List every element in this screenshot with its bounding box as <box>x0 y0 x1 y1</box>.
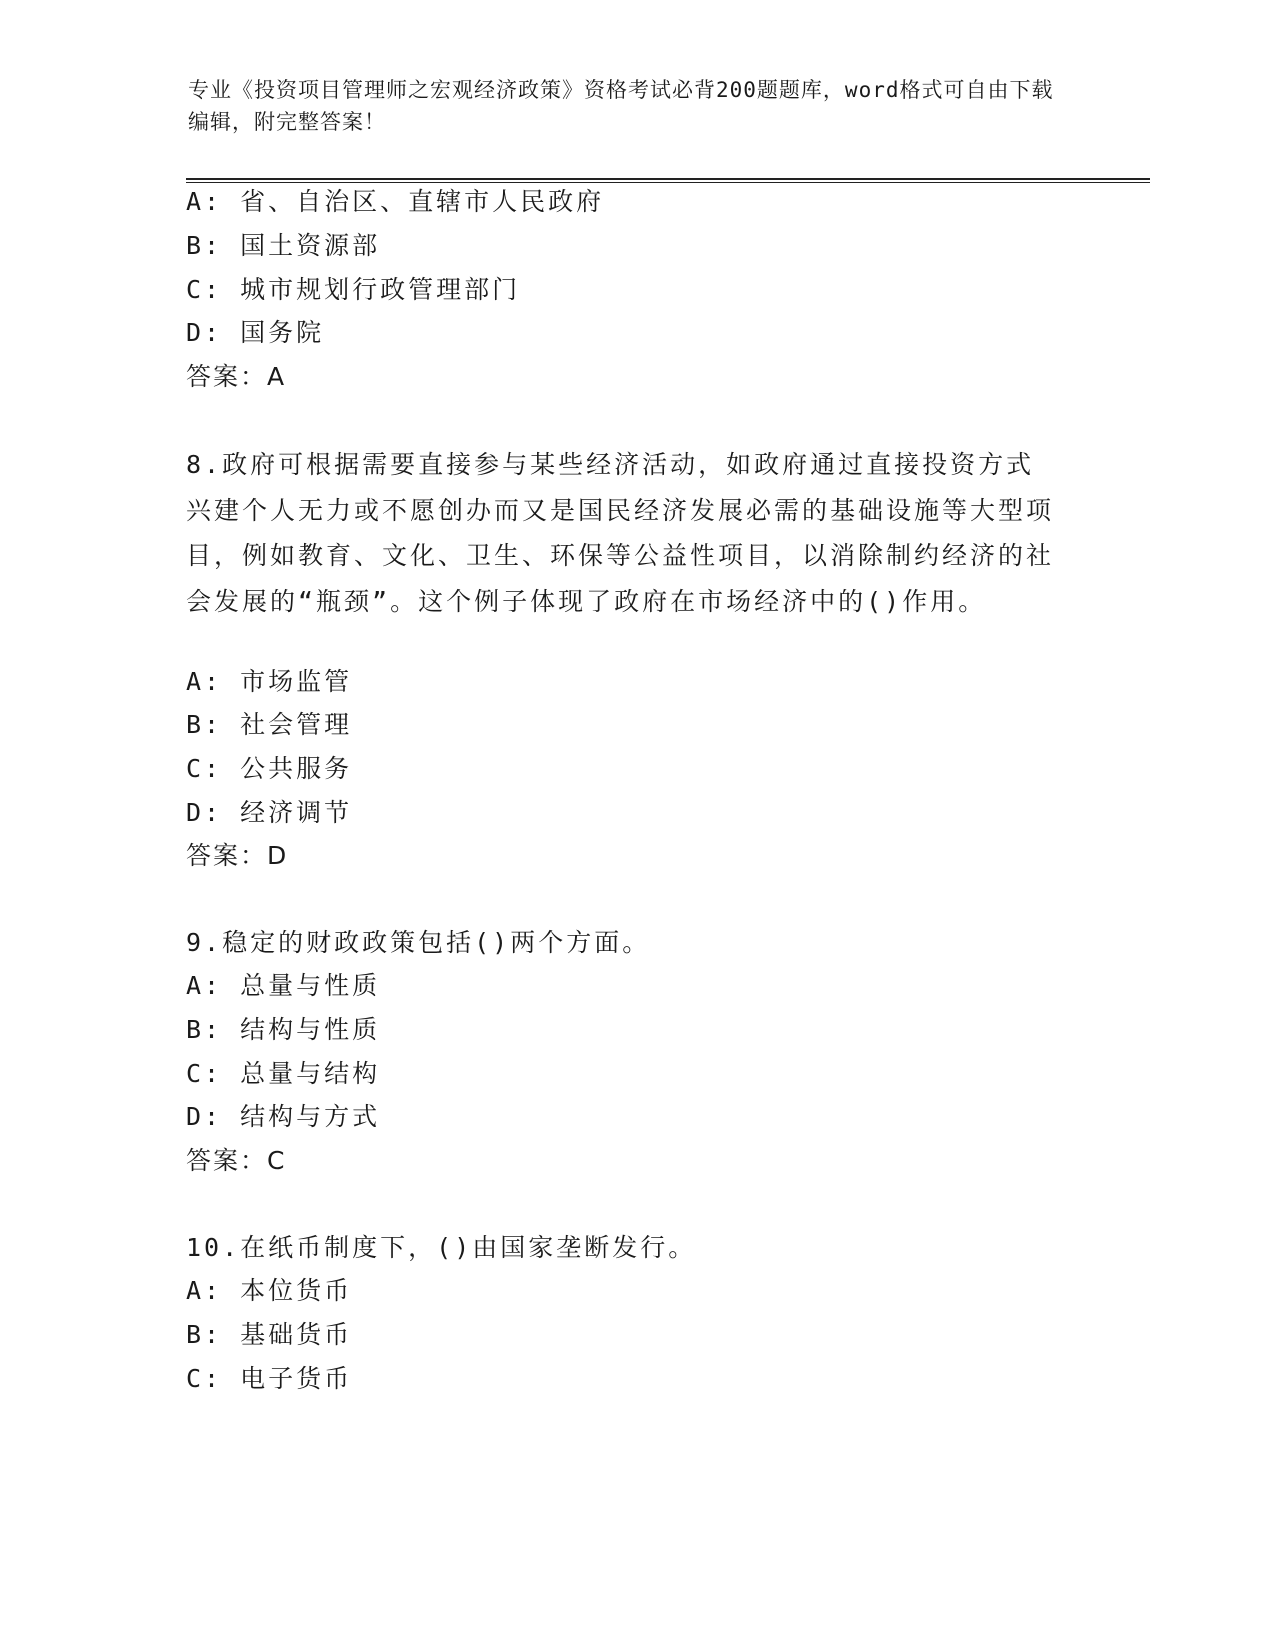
question-7-option-c: C: 城市规划行政管理部门 <box>186 275 521 304</box>
question-9-answer: 答案：C <box>186 1146 287 1175</box>
question-10-option-c: C: 电子货币 <box>186 1364 353 1393</box>
question-10-option-a: A: 本位货币 <box>186 1276 353 1305</box>
question-10-option-b: B: 基础货币 <box>186 1320 353 1349</box>
question-8-answer: 答案：D <box>186 841 289 870</box>
question-8-option-b: B: 社会管理 <box>186 710 353 739</box>
question-9-option-b: B: 结构与性质 <box>186 1015 381 1044</box>
question-7-option-a: A: 省、自治区、直辖市人民政府 <box>186 187 605 216</box>
question-9-option-c: C: 总量与结构 <box>186 1059 381 1088</box>
question-8-option-d: D: 经济调节 <box>186 798 353 827</box>
question-8-option-c: C: 公共服务 <box>186 754 353 783</box>
document-header: 专业《投资项目管理师之宏观经济政策》资格考试必背200题题库，word格式可自由下载编辑，附完整答案！ <box>188 78 1054 134</box>
question-10-stem: 10.在纸币制度下，()由国家垄断发行。 <box>186 1233 697 1262</box>
question-7-option-b: B: 国土资源部 <box>186 231 381 260</box>
question-7-answer: 答案：A <box>186 362 287 391</box>
header-divider <box>186 178 1150 183</box>
question-9-option-a: A: 总量与性质 <box>186 971 381 1000</box>
question-9-stem: 9.稳定的财政政策包括()两个方面。 <box>186 928 651 957</box>
question-8-option-a: A: 市场监管 <box>186 667 353 696</box>
question-8-stem: 8.政府可根据需要直接参与某些经济活动，如政府通过直接投资方式兴建个人无力或不愿创办而又是国民经济发展必需的基础设施等大型项目，例如教育、文化、卫生、环保等公益性项目，以消除制约经济的社会发展的“瓶颈”。这个例子体现了政府在市场经济中的()作用。 <box>186 450 1055 616</box>
question-7-option-d: D: 国务院 <box>186 318 325 347</box>
question-9-option-d: D: 结构与方式 <box>186 1102 381 1131</box>
